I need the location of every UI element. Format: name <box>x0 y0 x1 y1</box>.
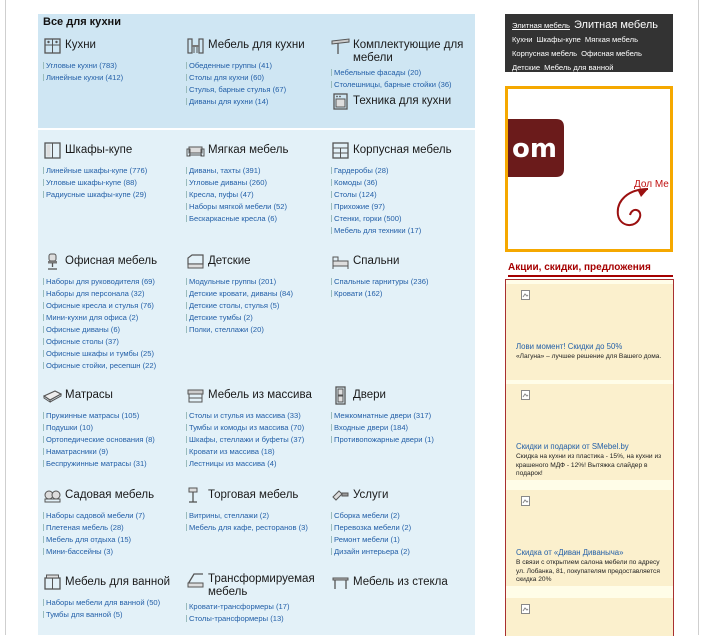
category-header[interactable] <box>186 386 331 408</box>
category-link[interactable]: Кровати-трансформеры (17) <box>186 601 331 613</box>
category-link[interactable]: Мини-кухни для офиса (2) <box>43 312 188 324</box>
category-title[interactable]: Комплектующие для мебели <box>353 39 464 64</box>
elite-link[interactable]: Корпусная мебель <box>512 49 578 58</box>
category-links <box>331 410 476 446</box>
cabinet-icon <box>331 141 350 160</box>
elite-link[interactable]: Элитная мебель <box>512 21 570 30</box>
category-links <box>331 67 476 91</box>
category-link[interactable]: Офисные диваны (6) <box>43 324 188 336</box>
category-link[interactable]: Офисные шкафы и тумбы (25) <box>43 348 188 360</box>
category-6 <box>331 141 476 237</box>
kids-bed-icon <box>186 252 205 271</box>
category-link[interactable]: Стенки, горки (500) <box>331 213 476 225</box>
category-title[interactable]: Офисная мебель <box>65 255 158 267</box>
category-link[interactable]: Детские тумбы (2) <box>186 312 331 324</box>
category-links <box>186 410 331 470</box>
category-links <box>186 60 331 108</box>
category-link[interactable]: Офисные стойки, ресепшн (22) <box>43 360 188 372</box>
category-link[interactable]: Ремонт мебели (1) <box>331 534 476 546</box>
elite-link[interactable]: Мягкая мебель <box>584 35 639 44</box>
category-4 <box>43 141 188 201</box>
category-15 <box>331 486 476 558</box>
category-link[interactable]: Подушки (10) <box>43 422 188 434</box>
garden-icon <box>43 486 62 505</box>
banner-image <box>508 89 670 249</box>
category-link[interactable]: Офисные кресла и стулья (76) <box>43 300 188 312</box>
category-link[interactable]: Стулья, барные стулья (67) <box>186 84 331 96</box>
category-link[interactable]: Наматрасники (9) <box>43 446 188 458</box>
category-link[interactable]: Противопожарные двери (1) <box>331 434 476 446</box>
category-link[interactable]: Столешницы, барные стойки (36) <box>331 79 476 91</box>
category-link[interactable]: Столы для кухни (60) <box>186 72 331 84</box>
bathroom-icon <box>43 573 62 592</box>
category-link[interactable]: Бескаркасные кресла (6) <box>186 213 331 225</box>
solid-wood-icon <box>186 386 205 405</box>
category-title[interactable]: Матрасы <box>65 389 113 401</box>
category-link[interactable]: Детские кровати, диваны (84) <box>186 288 331 300</box>
category-link[interactable]: Плетеная мебель (28) <box>43 522 188 534</box>
category-link[interactable]: Линейные кухни (412) <box>43 72 188 84</box>
promo-text: В связи с открытием салона мебели по адресу ул. Лобанка, 81, покупателям предоставляется скидка 20% <box>516 559 660 583</box>
category-link[interactable]: Ортопедические основания (8) <box>43 434 188 446</box>
page-border-right <box>698 0 699 635</box>
banner-side-text: Дол Ме <box>634 179 669 190</box>
category-title[interactable]: Садовая мебель <box>65 489 155 501</box>
category-title[interactable]: Трансформируемая мебель <box>208 573 315 598</box>
category-title[interactable]: Мягкая мебель <box>208 144 289 156</box>
section-divider <box>38 128 475 130</box>
category-links <box>186 601 331 625</box>
category-link[interactable]: Радиусные шкафы-купе (29) <box>43 189 188 201</box>
category-link[interactable]: Наборы мебели для ванной (50) <box>43 597 188 609</box>
category-header[interactable] <box>331 36 476 65</box>
promo-title[interactable]: Скидки и подарки от SMebel.by <box>516 442 629 451</box>
category-title[interactable]: Спальни <box>353 255 400 267</box>
category-link[interactable]: Наборы для персонала (32) <box>43 288 188 300</box>
category-title[interactable]: Техника для кухни <box>353 95 452 107</box>
services-icon <box>331 486 350 505</box>
category-5 <box>186 141 331 225</box>
category-title[interactable]: Двери <box>353 389 386 401</box>
category-links <box>186 510 331 534</box>
promo-list <box>505 279 674 636</box>
category-links <box>186 165 331 225</box>
category-link[interactable]: Угловые кухни (783) <box>43 60 188 72</box>
category-link[interactable]: Витрины, стеллажи (2) <box>186 510 331 522</box>
kitchen-furniture-icon <box>186 36 205 55</box>
category-link[interactable]: Комоды (36) <box>331 177 476 189</box>
category-link[interactable]: Полки, стеллажи (20) <box>186 324 331 336</box>
category-link[interactable]: Наборы мягкой мебели (52) <box>186 201 331 213</box>
advert-banner[interactable] <box>505 86 673 252</box>
office-chair-icon <box>43 252 62 271</box>
category-link[interactable]: Столы (124) <box>331 189 476 201</box>
category-header[interactable] <box>331 386 476 408</box>
category-link[interactable]: Наборы садовой мебели (7) <box>43 510 188 522</box>
elite-furniture-box <box>505 14 673 72</box>
category-links <box>43 60 188 84</box>
category-header[interactable] <box>186 252 331 274</box>
category-title[interactable]: Мебель для кухни <box>208 39 305 51</box>
door-icon <box>331 386 350 405</box>
category-link[interactable]: Мебельные фасады (20) <box>331 67 476 79</box>
category-header[interactable] <box>331 141 476 163</box>
category-link[interactable]: Шкафы, стеллажи и буфеты (37) <box>186 434 331 446</box>
catalog-title: Все для кухни <box>43 16 121 28</box>
page-border-left <box>5 0 6 635</box>
category-link[interactable]: Обеденные группы (41) <box>186 60 331 72</box>
category-link[interactable]: Входные двери (184) <box>331 422 476 434</box>
category-9 <box>331 252 476 300</box>
promo-title[interactable]: Скидка от «Диван Диваныча» <box>516 548 624 557</box>
promo-item[interactable] <box>506 598 673 636</box>
bed-icon <box>331 252 350 271</box>
category-link[interactable]: Прихожие (97) <box>331 201 476 213</box>
promo-title[interactable]: Лови момент! Скидки до 50% <box>516 342 623 351</box>
retail-icon <box>186 486 205 505</box>
mattress-icon <box>43 386 62 405</box>
category-links <box>186 276 331 336</box>
category-link[interactable]: Тумбы и комоды из массива (70) <box>186 422 331 434</box>
category-link[interactable]: Модульные группы (201) <box>186 276 331 288</box>
category-link[interactable]: Перевозка мебели (2) <box>331 522 476 534</box>
category-title[interactable]: Корпусная мебель <box>353 144 452 156</box>
category-title[interactable]: Мебель из стекла <box>353 576 448 588</box>
category-title[interactable]: Детские <box>208 255 251 267</box>
elite-link[interactable]: Кухни <box>512 35 533 44</box>
category-0 <box>43 36 188 84</box>
category-header[interactable] <box>43 141 188 163</box>
category-header[interactable] <box>331 252 476 274</box>
category-link[interactable]: Мебель для техники (17) <box>331 225 476 237</box>
category-header[interactable] <box>186 486 331 508</box>
category-link[interactable]: Дизайн интерьера (2) <box>331 546 476 558</box>
category-links <box>43 410 188 470</box>
category-header[interactable] <box>43 252 188 274</box>
category-link[interactable]: Диваны, тахты (391) <box>186 165 331 177</box>
category-header[interactable] <box>331 486 476 508</box>
category-link[interactable]: Спальные гарнитуры (236) <box>331 276 476 288</box>
promo-text: «Лагуна» – лучшее решение для Вашего дома. <box>516 353 662 360</box>
category-link[interactable]: Кресла, пуфы (47) <box>186 189 331 201</box>
category-link[interactable]: Мебель для отдыха (15) <box>43 534 188 546</box>
elite-link[interactable]: Шкафы-купе <box>536 35 581 44</box>
wardrobe-icon <box>43 141 62 160</box>
category-link[interactable]: Офисные столы (37) <box>43 336 188 348</box>
category-7 <box>43 252 188 372</box>
category-10 <box>43 386 188 470</box>
category-header[interactable] <box>186 36 331 58</box>
kitchen-icon <box>43 36 62 55</box>
category-links <box>331 510 476 558</box>
elite-link[interactable]: Офисная мебель <box>581 49 642 58</box>
category-header[interactable] <box>43 573 188 595</box>
category-11 <box>186 386 331 470</box>
elite-links <box>505 14 673 78</box>
category-link[interactable]: Мебель для кафе, ресторанов (3) <box>186 522 331 534</box>
category-link[interactable]: Столы-трансформеры (13) <box>186 613 331 625</box>
category-links <box>43 276 188 372</box>
category-link[interactable]: Кровати из массива (18) <box>186 446 331 458</box>
image-placeholder-icon <box>521 390 530 400</box>
elite-link[interactable]: Элитная мебель <box>573 19 658 31</box>
category-8 <box>186 252 331 336</box>
category-header[interactable] <box>186 141 331 163</box>
transformer-icon <box>186 570 205 589</box>
category-18 <box>331 573 476 597</box>
category-link[interactable]: Угловые шкафы-купе (88) <box>43 177 188 189</box>
category-13 <box>43 486 188 558</box>
category-17 <box>186 570 331 625</box>
image-placeholder-icon <box>521 290 530 300</box>
category-link[interactable]: Наборы для руководителя (69) <box>43 276 188 288</box>
category-links <box>43 165 188 201</box>
category-link[interactable]: Сборка мебели (2) <box>331 510 476 522</box>
category-header[interactable] <box>186 570 331 599</box>
category-links <box>331 165 476 237</box>
category-title[interactable]: Мебель из массива <box>208 389 312 401</box>
promo-heading: Акции, скидки, предложения <box>508 262 673 277</box>
category-header[interactable] <box>43 486 188 508</box>
category-links <box>43 597 188 621</box>
elite-link[interactable]: Мебель для ванной <box>544 63 614 72</box>
glass-table-icon <box>331 573 350 592</box>
category-link[interactable]: Гардеробы (28) <box>331 165 476 177</box>
category-3 <box>331 92 476 116</box>
category-link[interactable]: Мини-бассейны (3) <box>43 546 188 558</box>
category-2 <box>331 36 476 91</box>
appliance-icon <box>331 92 350 111</box>
category-header[interactable] <box>43 36 188 58</box>
category-14 <box>186 486 331 534</box>
image-placeholder-icon <box>521 604 530 614</box>
category-links <box>43 510 188 558</box>
sofa-icon <box>186 141 205 160</box>
category-title[interactable]: Мебель для ванной <box>65 576 171 588</box>
category-12 <box>331 386 476 446</box>
category-link[interactable]: Беспружинные матрасы (31) <box>43 458 188 470</box>
promo-text: Скидка на кухни из пластика - 15%, на кухни из крашеного МДФ - 12%! Вытяжка слайдер в подарок! <box>516 453 662 477</box>
banner-logo-text: om <box>512 134 557 164</box>
components-icon <box>331 36 350 55</box>
category-header[interactable] <box>331 573 476 595</box>
category-link[interactable]: Детские столы, стулья (5) <box>186 300 331 312</box>
category-title[interactable]: Шкафы-купе <box>65 144 133 156</box>
category-title[interactable]: Услуги <box>353 489 389 501</box>
category-header[interactable] <box>43 386 188 408</box>
elite-link[interactable]: Детские <box>512 63 541 72</box>
promo-item[interactable] <box>506 490 673 586</box>
category-title[interactable]: Торговая мебель <box>208 489 299 501</box>
category-link[interactable]: Тумбы для ванной (5) <box>43 609 188 621</box>
category-link[interactable]: Пружинные матрасы (105) <box>43 410 188 422</box>
category-link[interactable]: Кровати (162) <box>331 288 476 300</box>
promo-item[interactable] <box>506 284 673 380</box>
promo-item[interactable] <box>506 384 673 480</box>
category-link[interactable]: Лестницы из массива (4) <box>186 458 331 470</box>
category-link[interactable]: Столы и стулья из массива (33) <box>186 410 331 422</box>
category-link[interactable]: Межкомнатные двери (317) <box>331 410 476 422</box>
image-placeholder-icon <box>521 496 530 506</box>
category-1 <box>186 36 331 108</box>
category-link[interactable]: Угловые диваны (260) <box>186 177 331 189</box>
category-16 <box>43 573 188 621</box>
category-header[interactable] <box>331 92 476 114</box>
category-link[interactable]: Линейные шкафы-купе (776) <box>43 165 188 177</box>
category-title[interactable]: Кухни <box>65 39 96 51</box>
category-links <box>331 276 476 300</box>
category-link[interactable]: Диваны для кухни (14) <box>186 96 331 108</box>
